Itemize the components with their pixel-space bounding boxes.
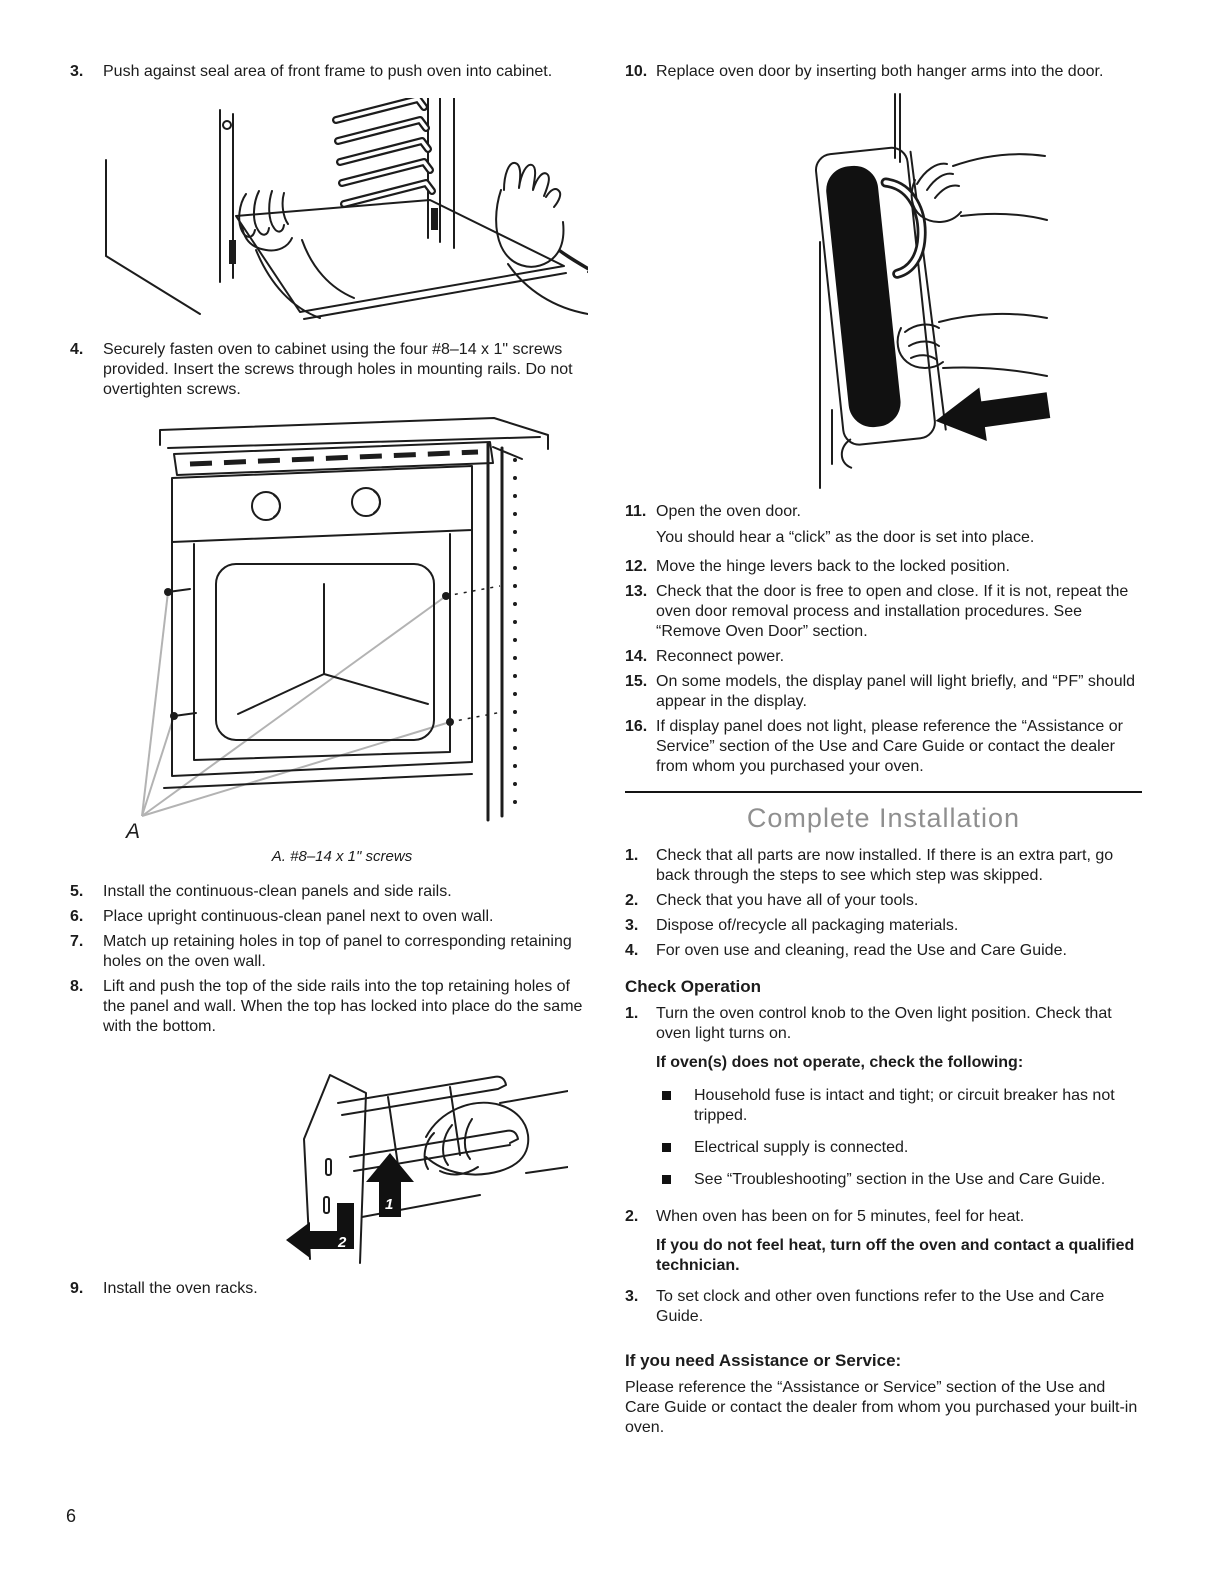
step-item bbox=[625, 1287, 1142, 1327]
assistance-paragraph: Please reference the “Assistance or Service” section of the Use and Care Guide or contact the dealer from whom you purchased your built-in oven. bbox=[625, 1379, 1138, 1436]
check-list-item bbox=[662, 1170, 1142, 1190]
check-list-item bbox=[662, 1138, 1142, 1158]
step-text: Push against seal area of front frame to push oven into cabinet. bbox=[103, 63, 553, 80]
step-number: 13. bbox=[625, 583, 648, 600]
step-text: Replace oven door by inserting both hanger arms into the door. bbox=[656, 63, 1104, 80]
step-number: 2. bbox=[625, 892, 639, 909]
step-number: 9. bbox=[70, 1280, 84, 1297]
peg-holes bbox=[513, 458, 517, 804]
oven-frame-inner bbox=[194, 534, 450, 760]
step-text: Check that the door is free to open and close. If it is not, repeat the oven door removal process and installation procedures. See “Remove Oven Door” section. bbox=[656, 583, 1129, 640]
step-text bbox=[656, 1004, 1142, 1202]
lower-hand bbox=[898, 314, 1047, 376]
check-list-text: See “Troubleshooting” section in the Use and Care Guide. bbox=[694, 1171, 1106, 1188]
right-column bbox=[625, 62, 1142, 1438]
square-bullet-icon bbox=[662, 1091, 671, 1100]
figure-oven-door-illustration bbox=[777, 92, 1142, 490]
page-number: 6 bbox=[66, 1506, 77, 1526]
check-list bbox=[662, 1086, 1142, 1190]
seal-mark-left bbox=[229, 240, 236, 264]
step-item bbox=[625, 557, 1142, 577]
square-bullet-icon bbox=[662, 1175, 671, 1184]
push-oven-drawing bbox=[88, 98, 588, 326]
step-item bbox=[625, 1004, 1142, 1202]
cabinet-lines bbox=[106, 160, 200, 314]
step-text: Check that all parts are now installed. If there is an extra part, go back through the steps to see which step was skipped. bbox=[656, 847, 1114, 884]
step-item bbox=[70, 62, 586, 82]
seal-mark-right bbox=[431, 208, 438, 230]
step-number: 10. bbox=[625, 63, 648, 80]
step-text: Place upright continuous-clean panel next to oven wall. bbox=[103, 908, 494, 925]
step-item bbox=[70, 1279, 586, 1299]
step-number: 16. bbox=[625, 718, 648, 735]
oven-door-drawing bbox=[777, 92, 1057, 490]
mounting-screws-drawing bbox=[98, 414, 578, 842]
step-bold-note: If you do not feel heat, turn off the oven and contact a qualified technician. bbox=[656, 1237, 1135, 1274]
step-number: 12. bbox=[625, 558, 648, 575]
screws-figure-caption: A. #8–14 x 1" screws bbox=[271, 848, 413, 865]
step-item bbox=[70, 977, 586, 1037]
step-text: To set clock and other oven functions refer to the Use and Care Guide. bbox=[656, 1288, 1105, 1325]
knob-left bbox=[252, 492, 280, 520]
step-item bbox=[625, 916, 1142, 936]
step-text: Dispose of/recycle all packaging materials. bbox=[656, 917, 959, 934]
figure-mounting-screws-illustration bbox=[98, 414, 586, 865]
section-divider bbox=[625, 791, 1142, 793]
complete-installation-title: Complete Installation bbox=[746, 803, 1021, 833]
check-list-item bbox=[662, 1086, 1142, 1126]
step-number: 3. bbox=[625, 917, 639, 934]
step-number: 11. bbox=[625, 503, 647, 520]
arrow-1-label: 1 bbox=[385, 1196, 394, 1213]
door-interior-lines bbox=[238, 584, 428, 714]
step-number: 7. bbox=[70, 933, 84, 950]
step-number: 1. bbox=[625, 1005, 639, 1022]
step-item bbox=[625, 502, 1142, 548]
step-text-main: Open the oven door. bbox=[656, 503, 801, 520]
figure-side-rail-illustration bbox=[238, 1051, 586, 1265]
step-item bbox=[70, 907, 586, 927]
upper-hand bbox=[912, 154, 1047, 222]
step-text: Check that you have all of your tools. bbox=[656, 892, 919, 909]
step-number: 2. bbox=[625, 1208, 639, 1225]
check-list-text: Electrical supply is connected. bbox=[694, 1139, 909, 1156]
step-number: 15. bbox=[625, 673, 648, 690]
step-text: If display panel does not light, please reference the “Assistance or Service” section of the Use and Care Guide or contact the dealer from whom you purchased your oven. bbox=[656, 718, 1123, 775]
step-number: 3. bbox=[625, 1288, 639, 1305]
panel-slot bbox=[324, 1197, 329, 1213]
rail-dashes bbox=[190, 452, 478, 464]
step-bold-note: If oven(s) does not operate, check the following: bbox=[656, 1054, 1024, 1071]
panel-slot bbox=[326, 1159, 331, 1175]
step-text: Lift and push the top of the side rails into the top retaining holes of the panel and wall. When the top has locked into place do the same with the bottom. bbox=[103, 978, 583, 1035]
step-item bbox=[625, 62, 1142, 82]
step-text: For oven use and cleaning, read the Use and Care Guide. bbox=[656, 942, 1067, 959]
step-text: Match up retaining holes in top of panel to corresponding retaining holes on the oven wall. bbox=[103, 933, 572, 970]
hinge-arm bbox=[840, 440, 853, 469]
step-text: Install the oven racks. bbox=[103, 1280, 258, 1297]
left-column bbox=[70, 62, 586, 1304]
step-item bbox=[70, 932, 586, 972]
side-rail-drawing bbox=[238, 1051, 568, 1265]
arrow-2-label: 2 bbox=[338, 1234, 347, 1251]
cabinet-stile bbox=[488, 444, 502, 820]
step-item bbox=[625, 582, 1142, 642]
step-text: On some models, the display panel will light briefly, and “PF” should appear in the display. bbox=[656, 673, 1136, 710]
step-item bbox=[625, 891, 1142, 911]
knob-right bbox=[352, 488, 380, 516]
step-text: Install the continuous-clean panels and side rails. bbox=[103, 883, 452, 900]
step-number: 8. bbox=[70, 978, 84, 995]
frame-hole bbox=[223, 121, 231, 129]
step-text-sub: You should hear a “click” as the door is set into place. bbox=[656, 529, 1035, 546]
step-text: Move the hinge levers back to the locked position. bbox=[656, 558, 1010, 575]
step-number: 14. bbox=[625, 648, 648, 665]
step-item bbox=[625, 941, 1142, 961]
step-text-main: When oven has been on for 5 minutes, feel for heat. bbox=[656, 1208, 1025, 1225]
check-operation-heading: Check Operation bbox=[625, 977, 762, 996]
step-item bbox=[625, 717, 1142, 777]
step-text bbox=[656, 502, 1142, 548]
screws bbox=[164, 586, 502, 726]
oven-floor-lip bbox=[304, 273, 566, 319]
step-text: Reconnect power. bbox=[656, 648, 785, 665]
step-number: 4. bbox=[70, 341, 84, 358]
square-bullet-icon bbox=[662, 1143, 671, 1152]
step-item bbox=[625, 672, 1142, 712]
step-item bbox=[625, 1207, 1142, 1282]
step-item bbox=[625, 647, 1142, 667]
step-number: 3. bbox=[70, 63, 84, 80]
push-direction-arrow bbox=[932, 378, 1052, 447]
figure-push-oven-illustration bbox=[88, 98, 586, 326]
step-text: Securely fasten oven to cabinet using the four #8–14 x 1" screws provided. Insert the screws through holes in mounting rails. Do not overtighten screws. bbox=[103, 341, 573, 398]
step-number: 1. bbox=[625, 847, 639, 864]
control-panel bbox=[172, 466, 472, 542]
step-item bbox=[70, 882, 586, 902]
step-item bbox=[70, 340, 586, 400]
step-text-main: Turn the oven control knob to the Oven light position. Check that oven light turns on. bbox=[656, 1005, 1112, 1042]
assistance-heading: If you need Assistance or Service: bbox=[625, 1351, 902, 1370]
step-number: 6. bbox=[70, 908, 84, 925]
step-item bbox=[625, 846, 1142, 886]
step-number: 4. bbox=[625, 942, 639, 959]
broil-elements bbox=[336, 99, 432, 204]
step-text bbox=[656, 1207, 1142, 1282]
screws-label: A bbox=[126, 820, 141, 842]
check-list-text: Household fuse is intact and tight; or circuit breaker has not tripped. bbox=[694, 1087, 1115, 1124]
rail-cabinet-link bbox=[493, 447, 522, 459]
step-number: 5. bbox=[70, 883, 84, 900]
